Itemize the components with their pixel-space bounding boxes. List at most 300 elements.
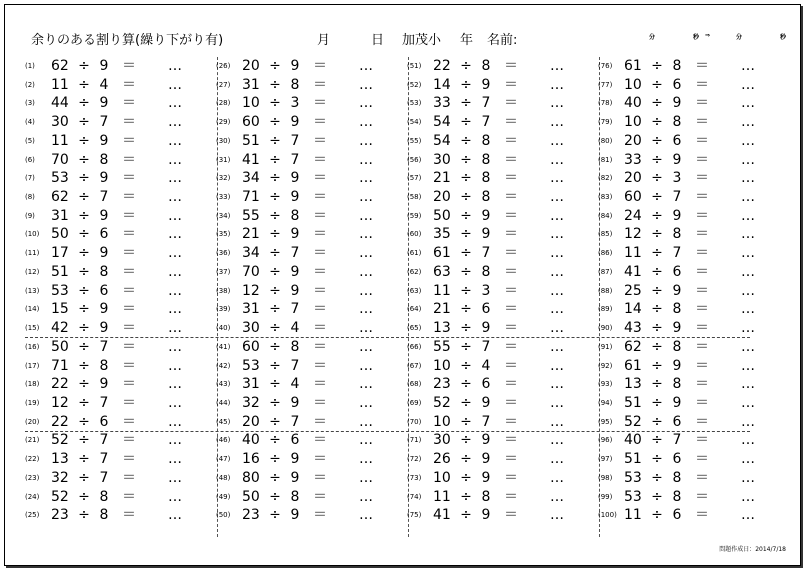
problem-number: (61) [407, 249, 422, 258]
equals-sign: ＝ [504, 301, 518, 318]
problem-number: (44) [216, 398, 231, 407]
equals-sign: ＝ [504, 282, 518, 299]
dividend: 11 [624, 507, 642, 524]
divide-sign: ÷ [78, 451, 90, 468]
equals-sign: ＝ [313, 207, 327, 224]
equals-sign: ＝ [313, 394, 327, 411]
problem-row [407, 263, 599, 282]
equals-sign: ＝ [504, 338, 518, 355]
equals-sign: ＝ [313, 114, 327, 131]
problem-number: (99) [598, 492, 613, 501]
problem-number: (87) [598, 267, 613, 276]
dividend: 23 [51, 507, 69, 524]
problem-number: (64) [407, 305, 422, 314]
problem-number: (84) [598, 211, 613, 220]
divide-sign: ÷ [78, 76, 90, 93]
dividend: 41 [242, 151, 260, 168]
dividend: 70 [242, 263, 260, 280]
dividend: 23 [242, 507, 260, 524]
divisor: 7 [481, 114, 491, 131]
divide-sign: ÷ [269, 413, 281, 430]
dividend: 11 [433, 488, 451, 505]
section-divider [25, 337, 750, 338]
dividend: 10 [624, 114, 642, 131]
remainder-marker: … [741, 170, 755, 187]
divide-sign: ÷ [460, 394, 472, 411]
remainder-marker: … [741, 301, 755, 318]
remainder-marker: … [550, 207, 564, 224]
remainder-marker: … [168, 469, 182, 486]
divide-sign: ÷ [269, 58, 281, 74]
problem-row [25, 94, 217, 113]
equals-sign: ＝ [313, 488, 327, 505]
divide-sign: ÷ [460, 338, 472, 355]
divisor: 9 [481, 76, 491, 93]
problem-number: (36) [216, 249, 231, 258]
divide-sign: ÷ [651, 357, 663, 374]
problem-row [407, 282, 599, 301]
problem-number: (50) [216, 511, 231, 520]
remainder-marker: … [550, 338, 564, 355]
problem-row [216, 188, 408, 207]
divide-sign: ÷ [651, 151, 663, 168]
problem-row [407, 207, 599, 226]
equals-sign: ＝ [122, 226, 136, 243]
equals-sign: ＝ [313, 338, 327, 355]
equals-sign: ＝ [313, 413, 327, 430]
divide-sign: ÷ [269, 245, 281, 262]
problem-number: (78) [598, 99, 613, 108]
divide-sign: ÷ [460, 263, 472, 280]
divide-sign: ÷ [269, 170, 281, 187]
equals-sign: ＝ [122, 207, 136, 224]
equals-sign: ＝ [504, 245, 518, 262]
divisor: 8 [481, 58, 491, 74]
divide-sign: ÷ [460, 76, 472, 93]
divide-sign: ÷ [78, 357, 90, 374]
divide-sign: ÷ [460, 357, 472, 374]
remainder-marker: … [741, 432, 755, 449]
arrow-label: ⇒ [705, 32, 711, 39]
problem-row [216, 57, 408, 76]
divisor: 9 [290, 189, 300, 206]
divide-sign: ÷ [651, 394, 663, 411]
dividend: 51 [242, 132, 260, 149]
remainder-marker: … [550, 394, 564, 411]
dividend: 55 [433, 338, 451, 355]
divisor: 7 [672, 245, 682, 262]
remainder-marker: … [359, 58, 373, 74]
dividend: 17 [51, 245, 69, 262]
equals-sign: ＝ [122, 132, 136, 149]
dividend: 14 [624, 301, 642, 318]
divide-sign: ÷ [460, 114, 472, 131]
equals-sign: ＝ [122, 432, 136, 449]
divide-sign: ÷ [460, 376, 472, 393]
divide-sign: ÷ [651, 114, 663, 131]
divisor: 9 [481, 320, 491, 337]
problem-number: (73) [407, 473, 422, 482]
problem-row [216, 263, 408, 282]
divisor: 9 [99, 170, 109, 187]
problem-number: (27) [216, 80, 231, 89]
divisor: 8 [481, 151, 491, 168]
remainder-marker: … [550, 469, 564, 486]
divisor: 7 [99, 451, 109, 468]
divisor: 7 [672, 432, 682, 449]
divide-sign: ÷ [269, 76, 281, 93]
remainder-marker: … [359, 488, 373, 505]
equals-sign: ＝ [504, 226, 518, 243]
divide-sign: ÷ [269, 488, 281, 505]
divisor: 8 [481, 170, 491, 187]
divide-sign: ÷ [460, 189, 472, 206]
problem-number: (85) [598, 230, 613, 239]
equals-sign: ＝ [504, 357, 518, 374]
dividend: 40 [242, 432, 260, 449]
divide-sign: ÷ [651, 376, 663, 393]
dividend: 43 [624, 320, 642, 337]
equals-sign: ＝ [504, 95, 518, 112]
problem-row [25, 300, 217, 319]
equals-sign: ＝ [313, 357, 327, 374]
divisor: 6 [672, 451, 682, 468]
remainder-marker: … [741, 507, 755, 524]
remainder-marker: … [550, 432, 564, 449]
problem-row [407, 488, 599, 507]
divisor: 4 [99, 76, 109, 93]
divisor: 7 [99, 394, 109, 411]
problem-row [216, 506, 408, 525]
problem-row [25, 488, 217, 507]
remainder-marker: … [741, 95, 755, 112]
divide-sign: ÷ [269, 189, 281, 206]
dividend: 52 [51, 488, 69, 505]
divide-sign: ÷ [460, 451, 472, 468]
problem-number: (29) [216, 118, 231, 127]
remainder-marker: … [359, 338, 373, 355]
remainder-marker: … [550, 170, 564, 187]
divisor: 7 [99, 189, 109, 206]
problem-row [25, 113, 217, 132]
remainder-marker: … [168, 413, 182, 430]
equals-sign: ＝ [504, 507, 518, 524]
dividend: 50 [51, 338, 69, 355]
equals-sign: ＝ [313, 189, 327, 206]
divisor: 9 [290, 469, 300, 486]
problem-number: (89) [598, 305, 613, 314]
problem-number: (60) [407, 230, 422, 239]
remainder-marker: … [359, 320, 373, 337]
dividend: 52 [433, 394, 451, 411]
problem-number: (52) [407, 80, 422, 89]
problem-number: (7) [25, 174, 35, 183]
dividend: 12 [624, 226, 642, 243]
divisor: 8 [672, 469, 682, 486]
remainder-marker: … [168, 320, 182, 337]
divide-sign: ÷ [78, 469, 90, 486]
equals-sign: ＝ [695, 376, 709, 393]
divisor: 6 [290, 432, 300, 449]
equals-sign: ＝ [122, 451, 136, 468]
remainder-marker: … [550, 245, 564, 262]
dividend: 33 [433, 95, 451, 112]
remainder-marker: … [168, 58, 182, 74]
dividend: 55 [242, 207, 260, 224]
dividend: 33 [624, 151, 642, 168]
problem-row [598, 469, 790, 488]
divisor: 7 [99, 469, 109, 486]
problem-row [598, 113, 790, 132]
divide-sign: ÷ [651, 320, 663, 337]
problem-number: (66) [407, 342, 422, 351]
equals-sign: ＝ [504, 451, 518, 468]
divide-sign: ÷ [651, 76, 663, 93]
divide-sign: ÷ [460, 170, 472, 187]
problem-row [598, 151, 790, 170]
dividend: 60 [624, 189, 642, 206]
problem-row [25, 394, 217, 413]
problem-row [407, 113, 599, 132]
problem-row [216, 94, 408, 113]
problem-row [598, 450, 790, 469]
divisor: 9 [481, 394, 491, 411]
problem-number: (53) [407, 99, 422, 108]
remainder-marker: … [359, 189, 373, 206]
divisor: 6 [99, 413, 109, 430]
section-divider [25, 431, 750, 432]
divisor: 8 [672, 58, 682, 74]
divide-sign: ÷ [460, 507, 472, 524]
equals-sign: ＝ [695, 301, 709, 318]
remainder-marker: … [550, 320, 564, 337]
remainder-marker: … [741, 58, 755, 74]
problem-number: (41) [216, 342, 231, 351]
problem-row [216, 394, 408, 413]
equals-sign: ＝ [313, 282, 327, 299]
dividend: 20 [433, 189, 451, 206]
dividend: 12 [242, 282, 260, 299]
divisor: 8 [99, 357, 109, 374]
problem-row [216, 431, 408, 450]
remainder-marker: … [168, 95, 182, 112]
remainder-marker: … [359, 170, 373, 187]
equals-sign: ＝ [504, 151, 518, 168]
equals-sign: ＝ [695, 488, 709, 505]
divide-sign: ÷ [78, 245, 90, 262]
dividend: 11 [624, 245, 642, 262]
problem-number: (70) [407, 417, 422, 426]
divide-sign: ÷ [460, 469, 472, 486]
divisor: 9 [672, 320, 682, 337]
equals-sign: ＝ [122, 76, 136, 93]
dividend: 70 [51, 151, 69, 168]
equals-sign: ＝ [122, 376, 136, 393]
equals-sign: ＝ [313, 170, 327, 187]
dividend: 26 [433, 451, 451, 468]
problem-number: (54) [407, 118, 422, 127]
dividend: 10 [624, 76, 642, 93]
worksheet-header [5, 29, 800, 49]
divisor: 9 [481, 469, 491, 486]
divide-sign: ÷ [78, 432, 90, 449]
divisor: 9 [99, 320, 109, 337]
divide-sign: ÷ [269, 151, 281, 168]
divisor: 6 [672, 507, 682, 524]
dividend: 44 [51, 95, 69, 112]
problem-row [216, 132, 408, 151]
equals-sign: ＝ [313, 469, 327, 486]
equals-sign: ＝ [313, 263, 327, 280]
problem-number: (74) [407, 492, 422, 501]
divisor: 8 [99, 507, 109, 524]
equals-sign: ＝ [695, 170, 709, 187]
problem-row [407, 57, 599, 76]
divide-sign: ÷ [651, 207, 663, 224]
remainder-marker: … [550, 132, 564, 149]
divide-sign: ÷ [269, 357, 281, 374]
problem-number: (18) [25, 380, 40, 389]
problem-row [598, 263, 790, 282]
problem-number: (88) [598, 286, 613, 295]
equals-sign: ＝ [504, 263, 518, 280]
divide-sign: ÷ [651, 338, 663, 355]
remainder-marker: … [359, 413, 373, 430]
divisor: 8 [99, 263, 109, 280]
divide-sign: ÷ [269, 469, 281, 486]
remainder-marker: … [741, 320, 755, 337]
equals-sign: ＝ [122, 301, 136, 318]
problem-row [598, 413, 790, 432]
problem-row [598, 431, 790, 450]
remainder-marker: … [550, 451, 564, 468]
time-minutes-label: 分 [649, 34, 656, 41]
remainder-marker: … [550, 376, 564, 393]
divisor: 8 [290, 488, 300, 505]
problem-row [25, 244, 217, 263]
divisor: 9 [99, 95, 109, 112]
divide-sign: ÷ [460, 58, 472, 74]
remainder-marker: … [168, 114, 182, 131]
problem-row [598, 319, 790, 338]
divisor: 9 [290, 507, 300, 524]
problem-row [407, 300, 599, 319]
dividend: 11 [51, 132, 69, 149]
problem-row [216, 282, 408, 301]
problem-number: (56) [407, 155, 422, 164]
divisor: 8 [290, 338, 300, 355]
problem-column-2 [216, 57, 409, 537]
divisor: 8 [481, 132, 491, 149]
divide-sign: ÷ [651, 451, 663, 468]
problem-number: (59) [407, 211, 422, 220]
dividend: 20 [242, 58, 260, 74]
dividend: 16 [242, 451, 260, 468]
divide-sign: ÷ [78, 488, 90, 505]
problem-number: (34) [216, 211, 231, 220]
divisor: 9 [481, 432, 491, 449]
dividend: 10 [433, 357, 451, 374]
problem-number: (96) [598, 436, 613, 445]
problem-number: (97) [598, 455, 613, 464]
remainder-marker: … [741, 488, 755, 505]
equals-sign: ＝ [504, 376, 518, 393]
divisor: 9 [672, 95, 682, 112]
remainder-marker: … [168, 170, 182, 187]
equals-sign: ＝ [122, 488, 136, 505]
problem-number: (81) [598, 155, 613, 164]
dividend: 35 [433, 226, 451, 243]
equals-sign: ＝ [695, 320, 709, 337]
time-minutes-label-2: 分 [736, 34, 743, 41]
equals-sign: ＝ [695, 226, 709, 243]
remainder-marker: … [741, 207, 755, 224]
name-label: 名前: [487, 33, 518, 48]
problem-row [598, 338, 790, 357]
problem-row [25, 282, 217, 301]
divisor: 7 [481, 95, 491, 112]
divide-sign: ÷ [460, 301, 472, 318]
divisor: 8 [672, 338, 682, 355]
divide-sign: ÷ [460, 207, 472, 224]
dividend: 41 [624, 263, 642, 280]
dividend: 40 [624, 95, 642, 112]
divide-sign: ÷ [269, 95, 281, 112]
problem-row [598, 506, 790, 525]
remainder-marker: … [359, 469, 373, 486]
equals-sign: ＝ [695, 189, 709, 206]
equals-sign: ＝ [695, 451, 709, 468]
equals-sign: ＝ [122, 245, 136, 262]
equals-sign: ＝ [695, 357, 709, 374]
dividend: 62 [624, 338, 642, 355]
divide-sign: ÷ [269, 394, 281, 411]
problem-number: (46) [216, 436, 231, 445]
problem-number: (45) [216, 417, 231, 426]
remainder-marker: … [359, 207, 373, 224]
problem-number: (23) [25, 473, 40, 482]
equals-sign: ＝ [122, 114, 136, 131]
equals-sign: ＝ [313, 245, 327, 262]
problem-row [407, 319, 599, 338]
problem-row [216, 319, 408, 338]
divide-sign: ÷ [269, 338, 281, 355]
equals-sign: ＝ [695, 338, 709, 355]
remainder-marker: … [359, 263, 373, 280]
problem-row [598, 357, 790, 376]
remainder-marker: … [741, 189, 755, 206]
problem-row [598, 76, 790, 95]
problem-row [407, 394, 599, 413]
divisor: 9 [99, 245, 109, 262]
dividend: 13 [433, 320, 451, 337]
problem-row [216, 450, 408, 469]
remainder-marker: … [168, 301, 182, 318]
remainder-marker: … [168, 488, 182, 505]
dividend: 25 [624, 282, 642, 299]
problem-row [407, 188, 599, 207]
dividend: 71 [51, 357, 69, 374]
problem-number: (19) [25, 398, 40, 407]
divisor: 6 [672, 413, 682, 430]
remainder-marker: … [741, 451, 755, 468]
equals-sign: ＝ [504, 189, 518, 206]
equals-sign: ＝ [695, 394, 709, 411]
divisor: 7 [290, 132, 300, 149]
month-label: 月 [317, 33, 331, 48]
dividend: 42 [51, 320, 69, 337]
remainder-marker: … [550, 357, 564, 374]
